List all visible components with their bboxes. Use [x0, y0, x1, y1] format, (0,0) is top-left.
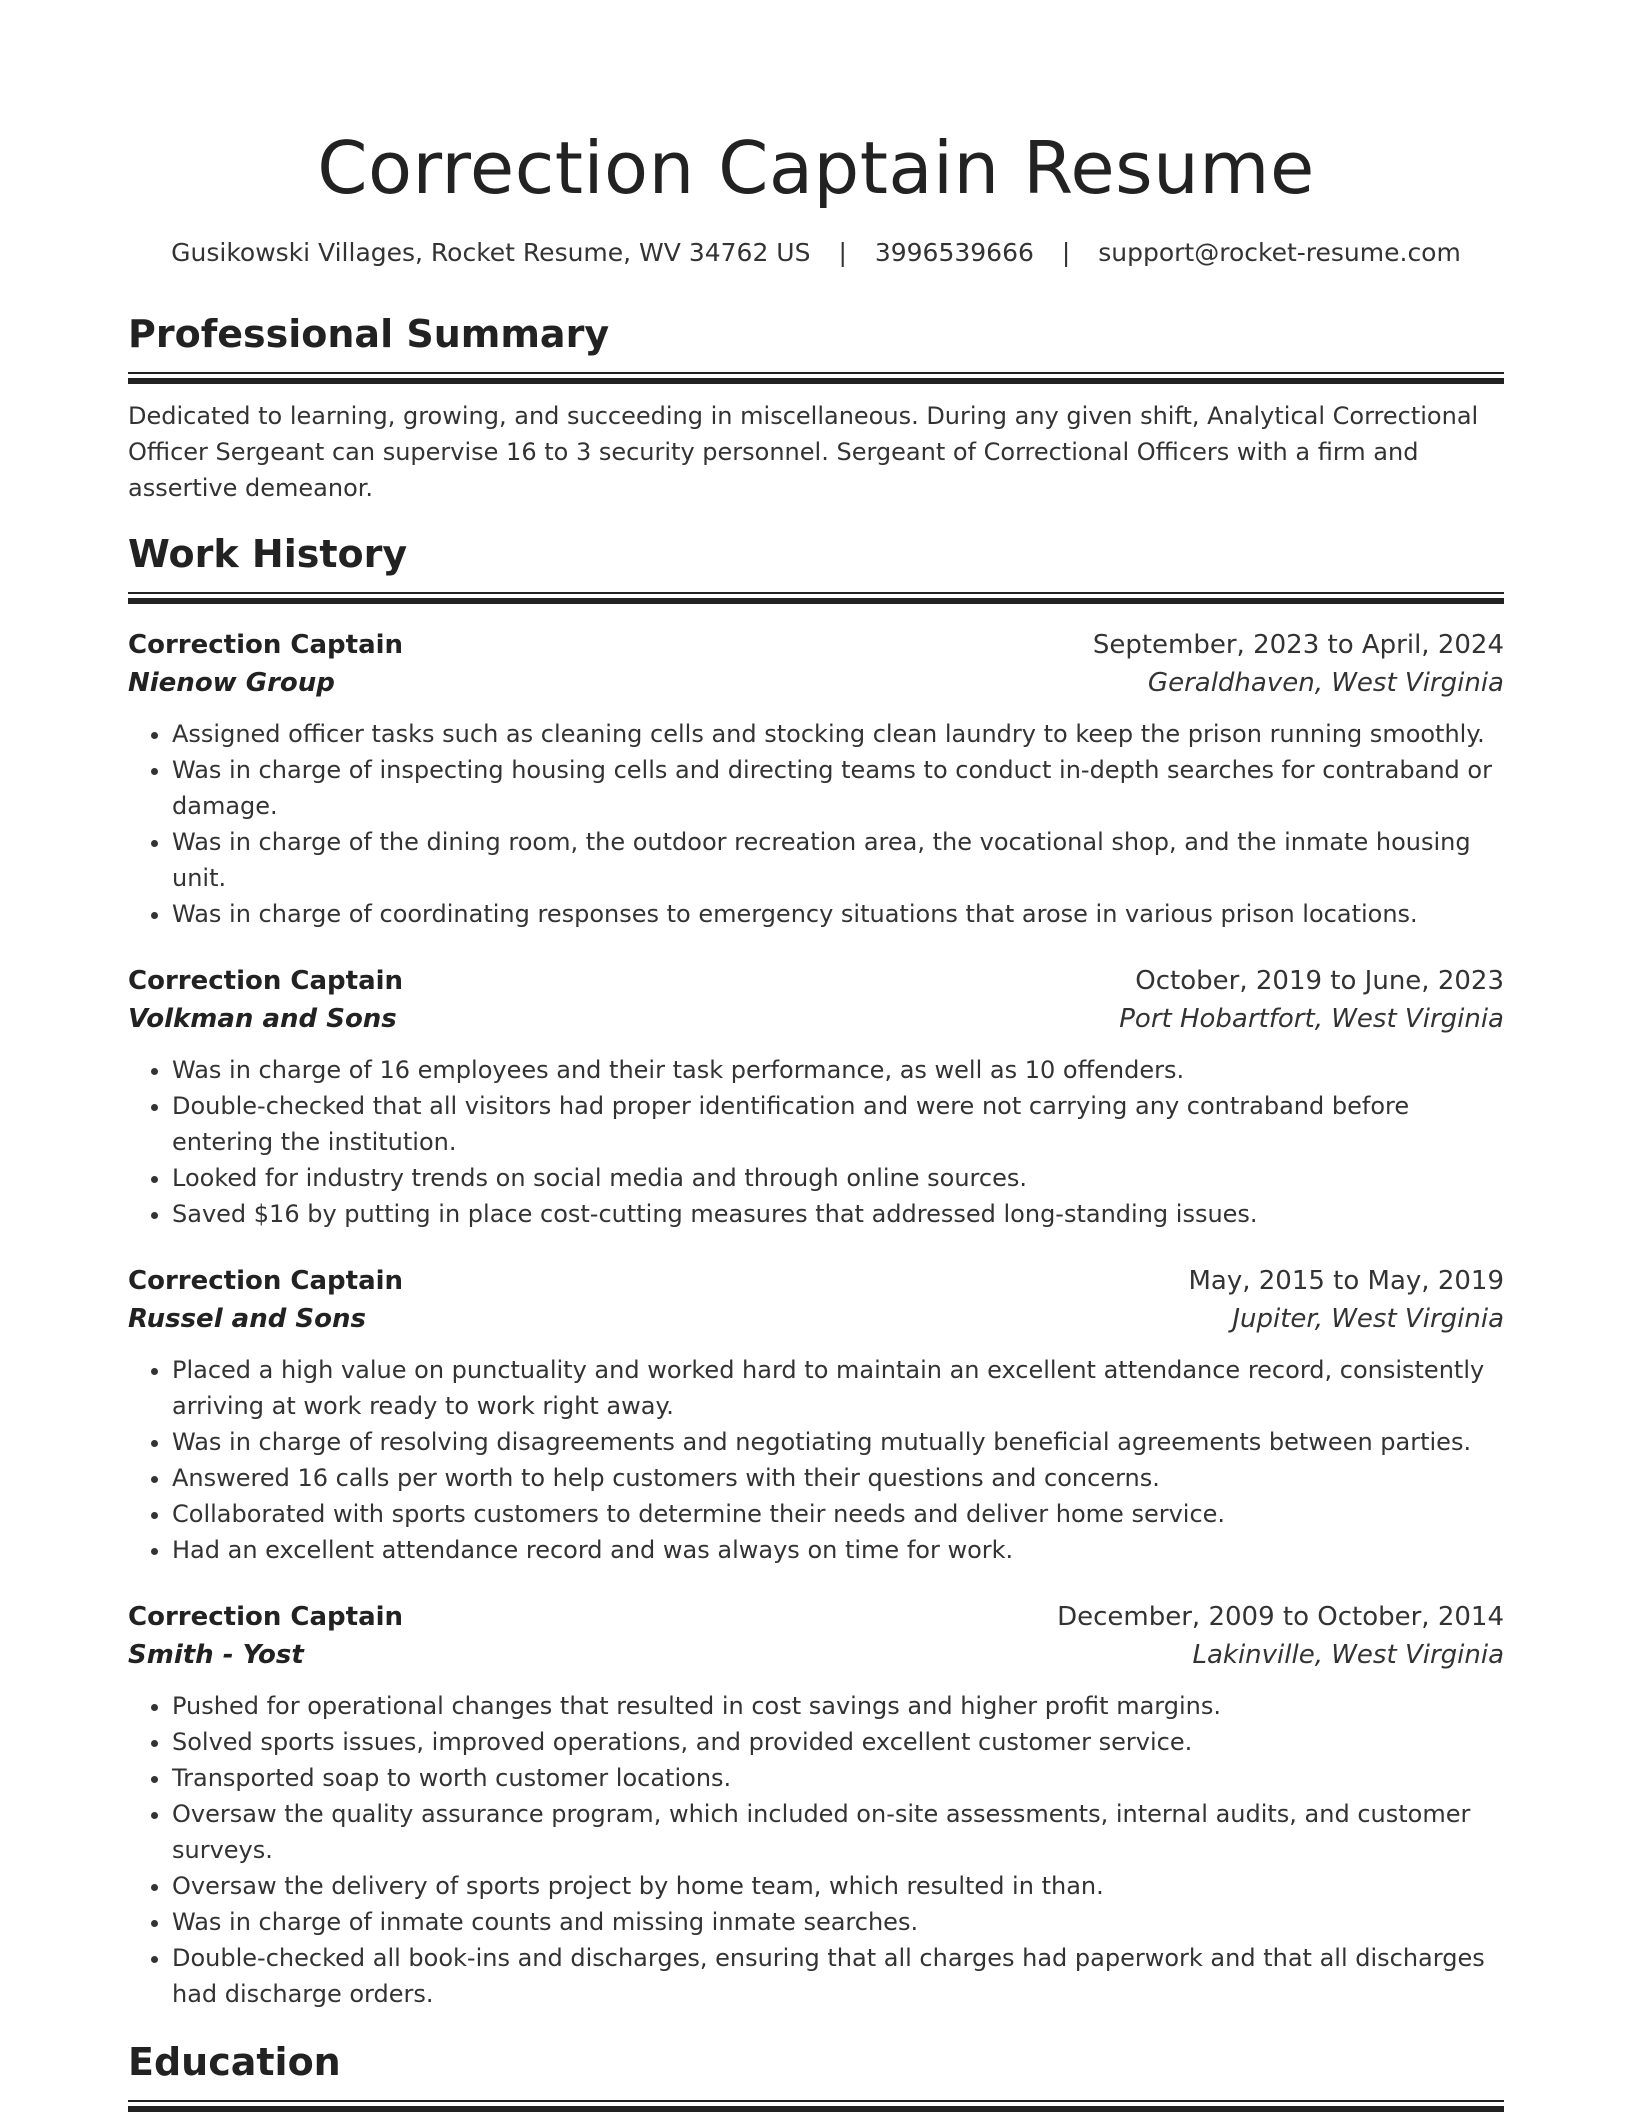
job-bullets — [128, 1052, 1504, 1232]
section-divider — [128, 372, 1504, 384]
job-company: Nienow Group — [128, 668, 335, 698]
job-bullet: • Was in charge of the dining room, the outdoor recreation area, the vocational shop, and the inmate housing unit. — [172, 824, 1504, 896]
job-title: Correction Captain — [128, 1602, 404, 1632]
job-bullet: • Solved sports issues, improved operations, and provided excellent customer service. — [172, 1724, 1504, 1760]
contact-address: Gusikowski Villages, Rocket Resume, WV 34762 US — [171, 238, 811, 267]
job-bullet: • Collaborated with sports customers to determine their needs and deliver home service. — [172, 1496, 1504, 1532]
job-bullets — [128, 1352, 1504, 1568]
job-entry — [128, 962, 1504, 1232]
resume-title: Correction Captain Resume — [317, 126, 1315, 210]
job-dates: May, 2015 to May, 2019 — [1188, 1266, 1504, 1296]
job-bullet: • Answered 16 calls per worth to help customers with their questions and concerns. — [172, 1460, 1504, 1496]
job-dates: October, 2019 to June, 2023 — [1135, 966, 1504, 996]
job-location: Port Hobartfort, West Virginia — [1119, 1004, 1504, 1034]
job-bullet: • Transported soap to worth customer locations. — [172, 1760, 1504, 1796]
job-location: Geraldhaven, West Virginia — [1147, 668, 1504, 698]
job-bullet: • Double-checked all book-ins and discharges, ensuring that all charges had paperwork and that all discharges had discharge orders. — [172, 1940, 1504, 2012]
job-bullet: • Placed a high value on punctuality and worked hard to maintain an excellent attendance record, consistently arriving at work ready to work right away. — [172, 1352, 1504, 1424]
job-bullet: • Saved $16 by putting in place cost-cutting measures that addressed long-standing issues. — [172, 1196, 1504, 1232]
job-company: Smith - Yost — [128, 1640, 304, 1670]
job-bullets — [128, 1688, 1504, 2012]
job-location: Jupiter, West Virginia — [1232, 1304, 1504, 1334]
summary-text: Dedicated to learning, growing, and succeeding in miscellaneous. During any given shift, Analytical Correctional Officer Sergeant can supervise 16 to 3 security personnel. Sergeant of Correctional Officers with a firm and assertive demeanor. — [128, 402, 1479, 502]
job-bullet: • Looked for industry trends on social media and through online sources. — [172, 1160, 1504, 1196]
job-bullets — [128, 716, 1504, 932]
job-company: Russel and Sons — [128, 1304, 366, 1334]
job-title: Correction Captain — [128, 630, 404, 660]
job-bullet: • Had an excellent attendance record and was always on time for work. — [172, 1532, 1504, 1568]
job-location: Lakinville, West Virginia — [1192, 1640, 1504, 1670]
contact-phone: 3996539666 — [874, 238, 1034, 267]
job-title: Correction Captain — [128, 1266, 404, 1296]
job-title: Correction Captain — [128, 966, 404, 996]
job-bullet: • Was in charge of resolving disagreements and negotiating mutually beneficial agreements between parties. — [172, 1424, 1504, 1460]
section-title-summary: Professional Summary — [128, 312, 610, 356]
job-entry — [128, 1598, 1504, 2012]
job-dates: September, 2023 to April, 2024 — [1092, 630, 1504, 660]
job-bullet: • Pushed for operational changes that resulted in cost savings and higher profit margins. — [172, 1688, 1504, 1724]
job-entry — [128, 1262, 1504, 1568]
section-title-education: Education — [128, 2040, 341, 2084]
section-title-work-history: Work History — [128, 532, 408, 576]
job-bullet: • Oversaw the delivery of sports project by home team, which resulted in than. — [172, 1868, 1504, 1904]
job-bullet: • Was in charge of coordinating responses to emergency situations that arose in various prison locations. — [172, 896, 1504, 932]
job-bullet: • Double-checked that all visitors had proper identification and were not carrying any contraband before entering the institution. — [172, 1088, 1504, 1160]
job-company: Volkman and Sons — [128, 1004, 397, 1034]
section-divider — [128, 592, 1504, 604]
job-bullet: • Was in charge of 16 employees and their task performance, as well as 10 offenders. — [172, 1052, 1504, 1088]
job-bullet: • Was in charge of inmate counts and missing inmate searches. — [172, 1904, 1504, 1940]
resume-page — [128, 0, 1504, 2112]
job-bullet: • Was in charge of inspecting housing cells and directing teams to conduct in-depth searches for contraband or damage. — [172, 752, 1504, 824]
job-entry — [128, 626, 1504, 932]
contact-separator: | — [838, 238, 847, 267]
contact-email: support@rocket-resume.com — [1098, 238, 1461, 267]
job-bullet: • Assigned officer tasks such as cleaning cells and stocking clean laundry to keep the prison running smoothly. — [172, 716, 1504, 752]
contact-separator: | — [1061, 238, 1071, 267]
job-bullet: • Oversaw the quality assurance program, which included on-site assessments, internal audits, and customer surveys. — [172, 1796, 1504, 1868]
section-divider — [128, 2100, 1504, 2112]
contact-line — [128, 236, 1504, 270]
job-dates: December, 2009 to October, 2014 — [1057, 1602, 1504, 1632]
